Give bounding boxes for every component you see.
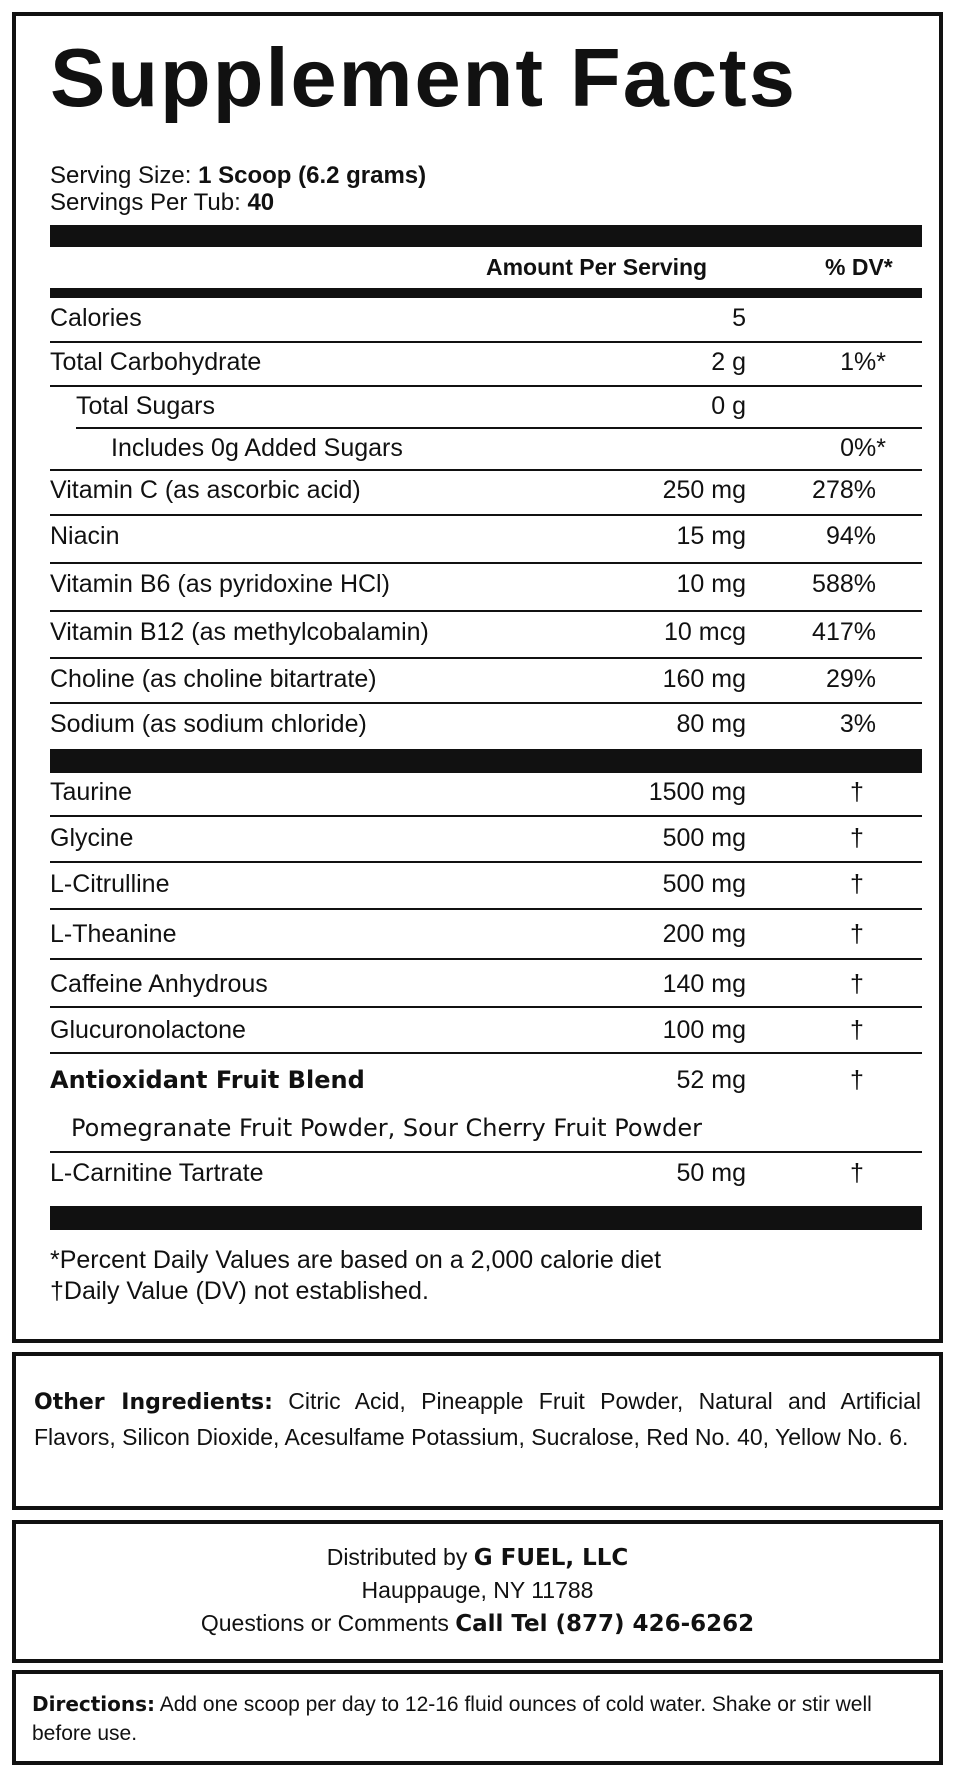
serving-size-label: Serving Size:	[50, 162, 192, 189]
dagger-mark: †	[850, 920, 864, 948]
dv-header: % DV*	[825, 254, 893, 280]
nutrient-amount: 250 mg	[662, 476, 746, 504]
ingredient-amount: 100 mg	[662, 1016, 746, 1044]
nutrient-name: Total Sugars	[76, 392, 215, 420]
distributor-panel	[12, 1520, 943, 1663]
row-divider	[50, 702, 922, 704]
footnote-dagger: †Daily Value (DV) not established.	[50, 1277, 429, 1305]
serving-size-value: 1 Scoop (6.2 grams)	[198, 162, 427, 189]
other-ingredients-label: Other Ingredients:	[34, 1390, 273, 1415]
company-name: G FUEL, LLC	[473, 1545, 629, 1571]
header-rule	[50, 288, 922, 298]
row-divider	[50, 908, 922, 910]
nutrient-name: Includes 0g Added Sugars	[111, 434, 403, 462]
servings-per-tub-value: 40	[247, 189, 275, 216]
ingredient-name: Taurine	[50, 778, 132, 806]
other-ingredients-list: Citric Acid, Pineapple Fruit Powder, Natural and Artificial Flavors, Silicon Dioxide, Acesulfame Potassium, Sucralose, Red No. 40, Yellow No. 6.	[34, 1388, 921, 1450]
nutrient-row-vitamin-c	[50, 471, 922, 511]
ingredient-name: L-Citrulline	[50, 870, 170, 898]
panel-title: Supplement Facts	[50, 31, 797, 124]
header-bar	[50, 225, 922, 247]
nutrient-name: Vitamin C (as ascorbic acid)	[50, 476, 361, 504]
nutrient-amount: 160 mg	[662, 665, 746, 693]
servings-per-tub-label: Servings Per Tub:	[50, 189, 241, 216]
row-divider	[50, 657, 922, 659]
ingredient-row-taurine	[50, 773, 922, 813]
nutrient-row-added-sugars	[111, 429, 922, 469]
ingredient-amount: 500 mg	[662, 824, 746, 852]
section-bar	[50, 749, 922, 773]
serving-size	[50, 164, 426, 188]
ingredient-amount: 140 mg	[662, 970, 746, 998]
other-ingredients-text	[34, 1384, 921, 1454]
dagger-mark: †	[850, 824, 864, 852]
row-divider	[50, 1052, 922, 1054]
ingredient-name: Antioxidant Fruit Blend	[50, 1066, 365, 1094]
nutrient-amount: 2 g	[711, 348, 746, 376]
ingredient-row-antioxidant-blend	[50, 1061, 922, 1101]
dagger-mark: †	[850, 970, 864, 998]
distributor-address: Hauppauge, NY 11788	[361, 1577, 594, 1603]
row-divider	[50, 958, 922, 960]
nutrient-amount: 15 mg	[676, 522, 746, 550]
row-divider	[50, 861, 922, 863]
distributor-line	[16, 1546, 939, 1570]
servings-per-tub	[50, 191, 274, 215]
ingredient-amount: 1500 mg	[648, 778, 746, 806]
nutrient-row-vitamin-b12	[50, 613, 922, 653]
nutrient-row-calories	[50, 299, 922, 339]
ingredient-amount: 500 mg	[662, 870, 746, 898]
ingredient-name: Glucuronolactone	[50, 1016, 246, 1044]
ingredient-amount: 52 mg	[676, 1066, 746, 1094]
nutrient-name: Vitamin B6 (as pyridoxine HCl)	[50, 570, 390, 598]
ingredient-row-l-theanine	[50, 915, 922, 955]
other-ingredients-panel	[12, 1352, 943, 1510]
amount-per-serving-header: Amount Per Serving	[486, 254, 708, 280]
nutrient-dv: 3%	[839, 710, 876, 738]
ingredient-name: L-Carnitine Tartrate	[50, 1159, 264, 1187]
nutrient-row-total-sugars	[76, 387, 922, 427]
nutrient-name: Choline (as choline bitartrate)	[50, 665, 377, 693]
nutrient-dv: 0%*	[840, 434, 886, 462]
phone-number: Call Tel (877) 426-6262	[455, 1611, 755, 1637]
row-divider	[50, 1151, 922, 1153]
ingredient-row-glucuronolactone	[50, 1011, 922, 1051]
nutrient-row-choline	[50, 660, 922, 700]
nutrient-row-vitamin-b6	[50, 565, 922, 605]
directions-text	[32, 1690, 923, 1748]
nutrient-amount: 10 mcg	[664, 618, 746, 646]
nutrient-amount: 10 mg	[676, 570, 746, 598]
dagger-mark: †	[850, 778, 864, 806]
ingredient-row-caffeine	[50, 965, 922, 1005]
nutrient-dv: 588%	[812, 570, 876, 598]
nutrient-name: Vitamin B12 (as methylcobalamin)	[50, 618, 429, 646]
ingredient-row-l-citrulline	[50, 865, 922, 905]
nutrient-amount: 0 g	[711, 392, 746, 420]
row-divider	[50, 1006, 922, 1008]
nutrient-dv: 94%	[825, 522, 876, 550]
contact-line	[16, 1612, 939, 1636]
ingredient-name: L-Theanine	[50, 920, 177, 948]
nutrient-dv: 417%	[812, 618, 876, 646]
distributed-by-label: Distributed by	[326, 1544, 468, 1570]
ingredient-row-glycine	[50, 819, 922, 859]
row-divider	[50, 562, 922, 564]
nutrient-row-sodium	[50, 705, 922, 745]
dagger-mark: †	[850, 1159, 864, 1187]
nutrient-dv: 29%	[825, 665, 876, 693]
footnote-percent: *Percent Daily Values are based on a 2,000 calorie diet	[50, 1246, 662, 1274]
row-divider	[50, 514, 922, 516]
nutrient-name: Calories	[50, 304, 142, 332]
contact-label: Questions or Comments	[200, 1610, 449, 1636]
nutrient-row-total-carbohydrate	[50, 343, 922, 383]
directions-label: Directions:	[32, 1692, 156, 1716]
blend-contents: Pomegranate Fruit Powder, Sour Cherry Fruit Powder	[71, 1114, 703, 1142]
nutrient-dv: 278%	[812, 476, 876, 504]
nutrient-amount: 5	[732, 304, 746, 332]
nutrient-dv: 1%*	[840, 348, 886, 376]
row-divider	[50, 610, 922, 612]
nutrient-name: Sodium (as sodium chloride)	[50, 710, 367, 738]
row-divider	[50, 815, 922, 817]
ingredient-name: Glycine	[50, 824, 134, 852]
dagger-mark: †	[850, 1066, 864, 1094]
nutrient-name: Niacin	[50, 522, 120, 550]
ingredient-amount: 50 mg	[676, 1159, 746, 1187]
nutrient-amount: 80 mg	[676, 710, 746, 738]
nutrient-name: Total Carbohydrate	[50, 348, 262, 376]
supplement-facts-panel	[12, 12, 943, 1343]
directions-body: Add one scoop per day to 12-16 fluid ounces of cold water. Shake or stir well before use.	[32, 1693, 872, 1745]
bottom-bar	[50, 1206, 922, 1230]
ingredient-amount: 200 mg	[662, 920, 746, 948]
ingredient-name: Caffeine Anhydrous	[50, 970, 268, 998]
dagger-mark: †	[850, 1016, 864, 1044]
dagger-mark: †	[850, 870, 864, 898]
directions-panel	[12, 1670, 943, 1765]
nutrient-row-niacin	[50, 517, 922, 557]
ingredient-row-l-carnitine	[50, 1154, 922, 1194]
